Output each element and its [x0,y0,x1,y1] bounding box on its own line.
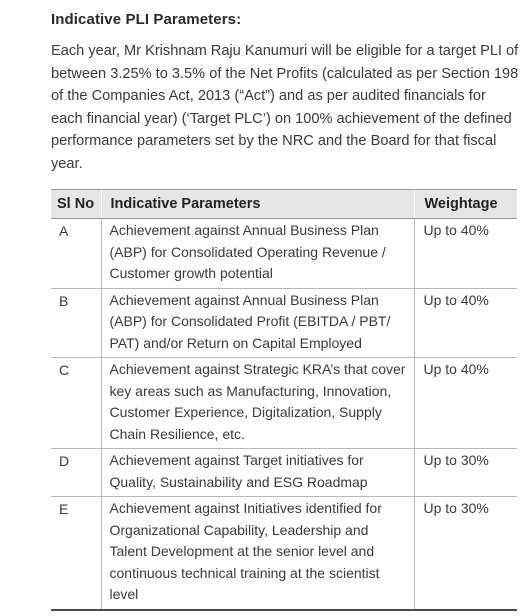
table-header-row [51,190,517,219]
row-weightage: Up to 40% [414,219,517,289]
row-sl-no: E [51,497,101,610]
row-parameter: Achievement against Initiatives identified for Organizational Capability, Leadership and Talent Development at the senior level and continuous technical training at the scientist level [101,497,414,610]
header-weightage: Weightage [414,190,517,219]
row-weightage: Up to 30% [414,449,517,497]
row-sl-no: A [51,219,101,289]
header-sl-no: Sl No [51,190,101,219]
table-row [51,449,517,497]
row-sl-no: B [51,288,101,358]
row-weightage: Up to 30% [414,497,517,610]
table-row [51,219,517,289]
table-row [51,497,517,610]
table-row [51,288,517,358]
table-row [51,358,517,449]
header-indicative-parameters: Indicative Parameters [101,190,414,219]
pli-parameters-table [51,189,517,611]
row-weightage: Up to 40% [414,358,517,449]
row-parameter: Achievement against Annual Business Plan (ABP) for Consolidated Operating Revenue / Customer growth potential [101,219,414,289]
intro-paragraph: Each year, Mr Krishnam Raju Kanumuri will be eligible for a target PLI of between 3.25% to 3.5% of the Net Profits (calculated as per Section 198 of the Companies Act, 2013 (“Act”) and as per audited financials for each financial year) (‘Target PLC’) on 100% achievement of the defined performance parameters set by the NRC and the Board for that fiscal year. [51,43,519,172]
row-parameter: Achievement against Target initiatives for Quality, Sustainability and ESG Roadmap [101,449,414,497]
row-weightage: Up to 40% [414,288,517,358]
row-parameter: Achievement against Annual Business Plan (ABP) for Consolidated Profit (EBITDA / PBT/ PAT) and/or Return on Capital Employed [101,288,414,358]
section-heading: Indicative PLI Parameters: [51,11,242,28]
row-parameter: Achievement against Strategic KRA’s that cover key areas such as Manufacturing, Innovation, Customer Experience, Digitalization, Supply Chain Resilience, etc. [101,358,414,449]
row-sl-no: C [51,358,101,449]
row-sl-no: D [51,449,101,497]
